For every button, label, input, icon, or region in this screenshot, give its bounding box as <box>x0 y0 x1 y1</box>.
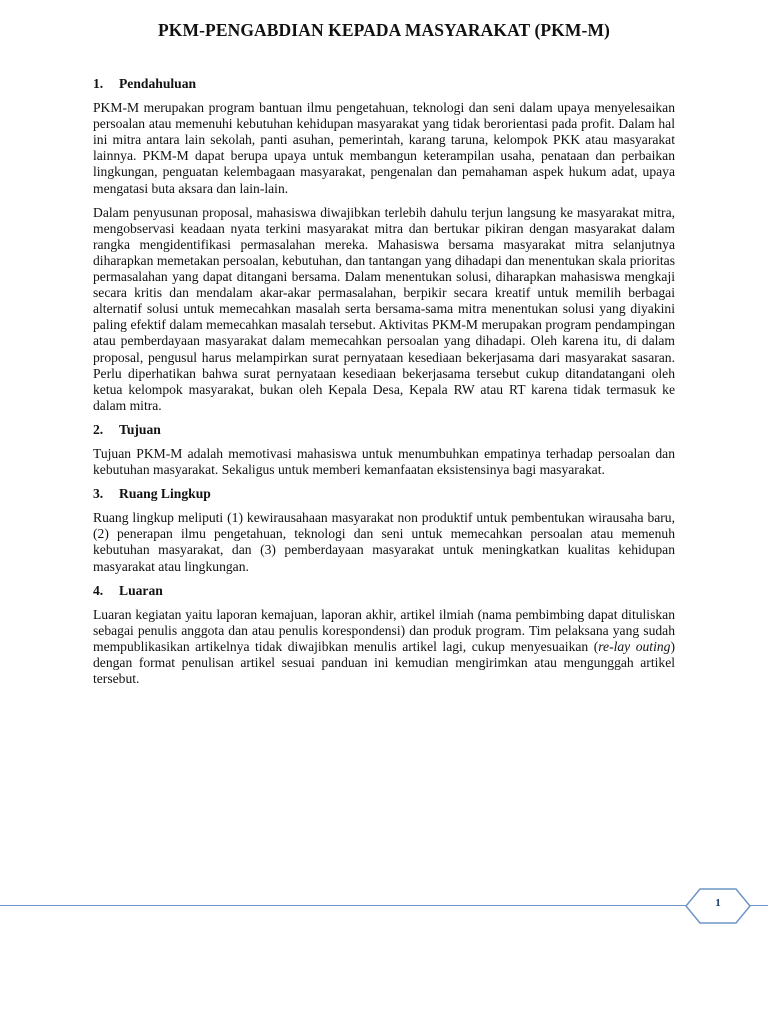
section-number: 4. <box>93 582 104 598</box>
paragraph <box>93 607 675 687</box>
document-title: PKM-PENGABDIAN KEPADA MASYARAKAT (PKM-M) <box>157 20 610 40</box>
paragraph: Ruang lingkup meliputi (1) kewirausahaan masyarakat non produktif untuk pembentukan wirausaha baru, (2) penerapan ilmu pengetahuan, teknologi dan seni untuk memecahkan persoalan atau memenuh kebutuhan masyarakat, dan (3) pemberdayaan masyarakat untuk meningkatkan kualitas kehidupan masyarakat atau lingkungan. <box>93 510 675 574</box>
paragraph-text: ) dengan format penulisan artikel sesuai panduan ini kemudian mengirimkan atau mengunggah artikel tersebut. <box>93 638 675 687</box>
section-title: Tujuan <box>119 421 161 437</box>
paragraph-text: Luaran kegiatan yaitu laporan kemajuan, laporan akhir, artikel ilmiah (nama pembimbing dapat dituliskan sebagai penulis anggota dan atau penulis korespondensi) dan produk program. Tim pelaksana yang sudah mempublikasikan artikelnya tidak diwajibkan menulis artikel lagi, cukup menyesuaikan ( <box>93 606 675 654</box>
paragraph: Tujuan PKM-M adalah memotivasi mahasiswa untuk menumbuhkan empatinya terhadap persoalan dan kebutuhan masyarakat. Sekaligus untuk memberi kemanfaatan eksistensinya bagi masyarakat. <box>93 445 675 478</box>
paragraph: PKM-M merupakan program bantuan ilmu pengetahuan, teknologi dan seni dalam upaya menyelesaikan persoalan atau memenuhi kebutuhan kehidupan masyarakat yang tidak berorientasi pada profit. Dalam hal ini mitra antara lain sekolah, panti asuhan, pemerintah, karang taruna, kelompok PKK atau masyarakat lainnya. PKM-M dapat berupa upaya untuk membangun keterampilan usaha, penataan dan perbaikan lingkungan, penguatan kelembagaan masyarakat, pengenalan dan pemahaman aspek hukum adat, upaya mengatasi buta aksara dan lain-lain. <box>93 100 675 196</box>
italic-term: re-lay outing <box>598 638 671 654</box>
section-heading-pendahuluan <box>93 76 675 92</box>
document-body <box>93 76 675 695</box>
page-number: 1 <box>715 897 721 909</box>
section-number: 3. <box>93 486 104 502</box>
section-title: Luaran <box>119 582 163 598</box>
section-heading-ruang-lingkup <box>93 486 675 502</box>
paragraph: Dalam penyusunan proposal, mahasiswa diwajibkan terlebih dahulu terjun langsung ke masyarakat mitra, mengobservasi keadaan nyata terkini masyarakat mitra dan bertukar pikiran dengan masyarakat dalam rangka mengidentifikasi permasalahan mereka. Mahasiswa bersama masyarakat mitra selanjutnya diharapkan memetakan persoalan, kebutuhan, dan tantangan yang dihadapi dan menentukan skala prioritas permasalahan yang dapat ditangani bersama. Dalam menentukan solusi, diharapkan mahasiswa mengkaji secara kritis dan mendalam akar-akar permasalahan, berpikir secara kreatif untuk memilih berbagai alternatif solusi untuk memecahkan masalah serta bersama-sama mitra menentukan solusi yang diyakini paling efektif dalam memecahkan masalah tersebut. Aktivitas PKM-M merupakan program pendampingan atau pemberdayaan masyarakat dalam memecahkan persoalan yang dihadapi. Oleh karena itu, di dalam proposal, pengusul harus melampirkan surat pernyataan kesediaan bekerjasama dari masyarakat sasaran. Perlu diperhatikan bahwa surat pernyataan kesediaan bekerjasama tersebut cukup ditandatangani oleh ketua kelompok masyarakat, bukan oleh Kepala Desa, Kepala RW atau RT karena tidak termasuk ke dalam mitra. <box>93 204 675 413</box>
footer-rule <box>0 905 686 906</box>
section-heading-luaran <box>93 583 675 599</box>
section-number: 2. <box>93 421 104 437</box>
section-title: Ruang Lingkup <box>119 486 211 502</box>
footer-rule-right <box>750 905 768 906</box>
section-heading-tujuan <box>93 422 675 438</box>
section-number: 1. <box>93 76 104 91</box>
section-title: Pendahuluan <box>119 76 197 91</box>
